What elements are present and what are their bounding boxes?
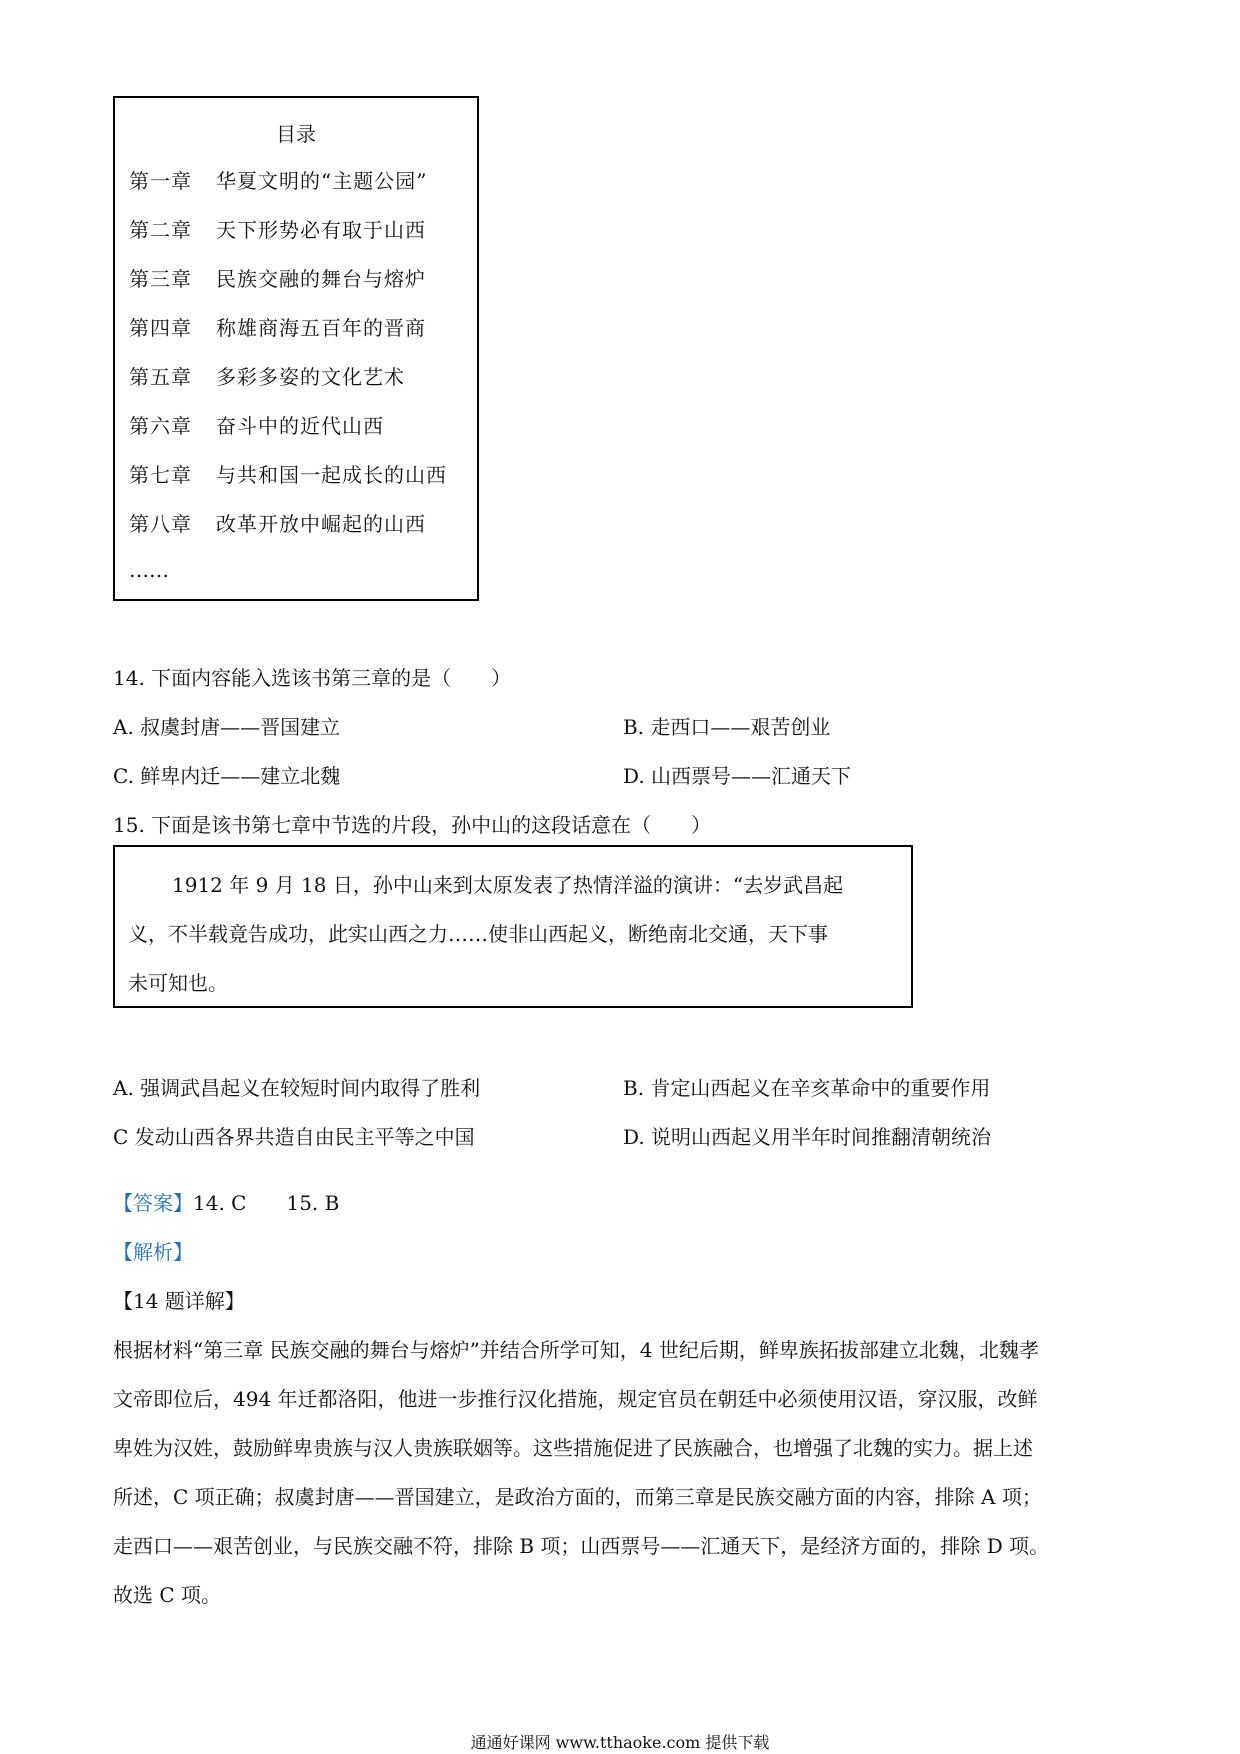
toc-chapter-number: 第八章 bbox=[129, 512, 192, 536]
analysis-line: 走西口——艰苦创业，与民族交融不符，排除 B 项；山西票号——汇通天下，是经济方面的，排除 D 项。 bbox=[113, 1534, 1050, 1558]
toc-chapter-number: 第三章 bbox=[129, 267, 192, 291]
toc-chapter-title: 与共和国一起成长的山西 bbox=[216, 463, 447, 487]
toc-chapter-title: 多彩多姿的文化艺术 bbox=[216, 365, 405, 389]
toc-chapter-title: 称雄商海五百年的晋商 bbox=[216, 316, 426, 340]
analysis-line: 根据材料“第三章 民族交融的舞台与熔炉”并结合所学可知，4 世纪后期，鲜卑族拓拔部建立北魏，北魏孝 bbox=[113, 1338, 1039, 1362]
toc-chapter-title: 民族交融的舞台与熔炉 bbox=[216, 267, 426, 291]
toc-row bbox=[129, 214, 426, 243]
toc-chapter-number: 第一章 bbox=[129, 169, 192, 193]
question-15-option-c: C 发动山西各界共造自由民主平等之中国 bbox=[113, 1125, 475, 1149]
toc-ellipsis: …… bbox=[129, 558, 169, 582]
toc-row bbox=[129, 410, 384, 439]
answer-line bbox=[113, 1187, 339, 1216]
analysis-line: 故选 C 项。 bbox=[113, 1583, 222, 1607]
quote-line: 未可知也。 bbox=[128, 971, 228, 995]
quote-line: 义，不半载竟告成功，此实山西之力……使非山西起义，断绝南北交通，天下事 bbox=[128, 922, 828, 946]
detail-title: 【14 题详解】 bbox=[113, 1289, 245, 1313]
toc-chapter-number: 第七章 bbox=[129, 463, 192, 487]
analysis-tag: 【解析】 bbox=[113, 1240, 193, 1264]
quote-box bbox=[113, 845, 913, 1008]
question-15-option-d: D. 说明山西起义用半年时间推翻清朝统治 bbox=[623, 1125, 992, 1149]
toc-row bbox=[129, 312, 426, 341]
toc-chapter-number: 第四章 bbox=[129, 316, 192, 340]
question-14-option-b: B. 走西口——艰苦创业 bbox=[623, 715, 831, 739]
toc-chapter-title: 改革开放中崛起的山西 bbox=[216, 512, 426, 536]
question-15-option-b: B. 肯定山西起义在辛亥革命中的重要作用 bbox=[623, 1076, 991, 1100]
toc-row bbox=[129, 459, 447, 488]
analysis-line: 所述，C 项正确；叔虞封唐——晋国建立，是政治方面的，而第三章是民族交融方面的内容，排除 A 项； bbox=[113, 1485, 1042, 1509]
answer-tag: 【答案】 bbox=[113, 1191, 193, 1215]
toc-chapter-title: 天下形势必有取于山西 bbox=[216, 218, 426, 242]
toc-title: 目录 bbox=[276, 122, 316, 146]
toc-chapter-title: 华夏文明的“主题公园” bbox=[216, 169, 428, 193]
question-15-stem: 15. 下面是该书第七章中节选的片段，孙中山的这段话意在（ ） bbox=[113, 813, 712, 837]
toc-chapter-number: 第五章 bbox=[129, 365, 192, 389]
question-14-stem: 14. 下面内容能入选该书第三章的是（ ） bbox=[113, 666, 512, 690]
question-15-option-a: A. 强调武昌起义在较短时间内取得了胜利 bbox=[113, 1076, 481, 1100]
analysis-line: 卑姓为汉姓，鼓励鲜卑贵族与汉人贵族联姻等。这些措施促进了民族融合，也增强了北魏的实力。据上述 bbox=[113, 1436, 1033, 1460]
quote-line: 1912 年 9 月 18 日，孙中山来到太原发表了热情洋溢的演讲：“去岁武昌起 bbox=[172, 873, 844, 897]
analysis-line: 文帝即位后，494 年迁都洛阳，他进一步推行汉化措施，规定官员在朝廷中必须使用汉语，穿汉服，改鲜 bbox=[113, 1387, 1038, 1411]
toc-chapter-number: 第二章 bbox=[129, 218, 192, 242]
footer-watermark: 通通好课网 www.tthaoke.com 提供下载 bbox=[470, 1733, 770, 1752]
question-14-option-a: A. 叔虞封唐——晋国建立 bbox=[113, 715, 341, 739]
toc-row bbox=[129, 263, 426, 292]
toc-row bbox=[129, 361, 405, 390]
answer-text: 14. C 15. B bbox=[193, 1191, 340, 1215]
toc-row bbox=[129, 165, 427, 194]
question-14-option-c: C. 鲜卑内迁——建立北魏 bbox=[113, 764, 341, 788]
toc-box bbox=[113, 96, 479, 601]
question-14-option-d: D. 山西票号——汇通天下 bbox=[623, 764, 852, 788]
toc-row bbox=[129, 508, 426, 537]
toc-chapter-number: 第六章 bbox=[129, 414, 192, 438]
toc-chapter-title: 奋斗中的近代山西 bbox=[216, 414, 384, 438]
